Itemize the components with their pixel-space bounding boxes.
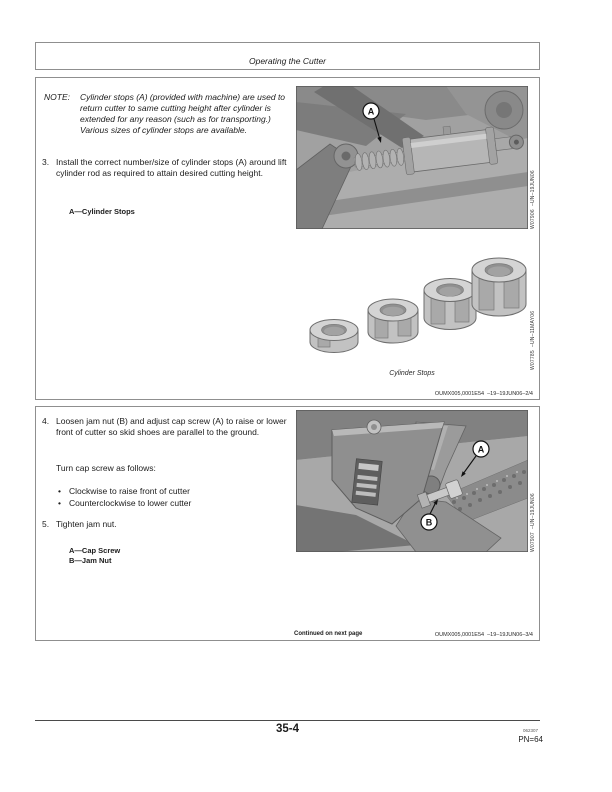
cylinder-stops-illustration	[296, 238, 528, 368]
section1-reference-code: OUMX005,0001E54 –19–19JUN06–2/4	[434, 391, 533, 397]
figure2-image-code: W07785 –UN–11MAY06	[530, 310, 536, 370]
lift-cylinder-illustration	[296, 86, 528, 229]
print-date-code: 062307	[522, 728, 538, 733]
step-number: 3.	[42, 157, 50, 167]
turn-instruction: Turn cap screw as follows:	[56, 463, 156, 473]
step-text: Install the correct number/size of cylinder stops (A) around lift cylinder rod as required to attain desired cutting height.	[56, 157, 287, 178]
cap-screw-illustration	[296, 410, 528, 552]
section-cylinder-stops	[35, 77, 540, 400]
note-label: NOTE:	[44, 92, 70, 102]
callout-a-label: A	[477, 444, 485, 455]
legend-cap-screw: A—Cap Screw	[69, 546, 121, 555]
footer-rule	[35, 720, 540, 721]
step-number: 5.	[42, 519, 50, 529]
figure1-image-code: W07906 –UN–19JUN06	[530, 170, 536, 229]
bullet-item	[58, 498, 298, 509]
step-5	[42, 519, 300, 530]
step-text: Loosen jam nut (B) and adjust cap screw (A) to raise or lower front of cutter so skid shoes are parallel to the ground.	[56, 416, 287, 437]
step-number: 4.	[42, 416, 50, 426]
figure2-caption: Cylinder Stops	[389, 370, 435, 377]
legend-cylinder-stops: A—Cylinder Stops	[69, 207, 135, 216]
running-header-box	[35, 42, 540, 70]
bullet-glyph: •	[58, 498, 61, 508]
note-paragraph	[44, 92, 298, 136]
section2-reference-code: OUMX005,0001E54 –19–19JUN06–3/4	[434, 632, 533, 638]
step-4	[42, 416, 300, 438]
figure3-image-code: W07907 –UN–19JUN06	[530, 493, 536, 552]
bullet-text: Counterclockwise to lower cutter	[69, 498, 192, 508]
step-text: Tighten jam nut.	[56, 519, 117, 529]
figure-cylinder-stops	[296, 238, 528, 368]
step-3	[42, 157, 298, 179]
figure-lift-cylinder	[296, 86, 528, 229]
bullet-text: Clockwise to raise front of cutter	[69, 486, 190, 496]
pn-code: PN=64	[518, 735, 543, 744]
callout-a-label: A	[367, 106, 375, 117]
page-number: 35-4	[275, 723, 300, 735]
legend-jam-nut: B—Jam Nut	[69, 556, 112, 565]
bullet-glyph: •	[58, 486, 61, 496]
bullet-item	[58, 486, 298, 497]
callout-b-label: B	[425, 517, 433, 528]
figure-cap-screw-bracket	[296, 410, 528, 552]
continued-on-next-page: Continued on next page	[294, 631, 363, 637]
note-text: Cylinder stops (A) (provided with machine) are used to return cutter to same cutting height after cylinder is extended for any reason (such as for transporting.) Various sizes of cylinder stops are available.	[80, 92, 286, 135]
page-header-title: Operating the Cutter	[248, 56, 326, 66]
section-cap-screw	[35, 406, 540, 641]
